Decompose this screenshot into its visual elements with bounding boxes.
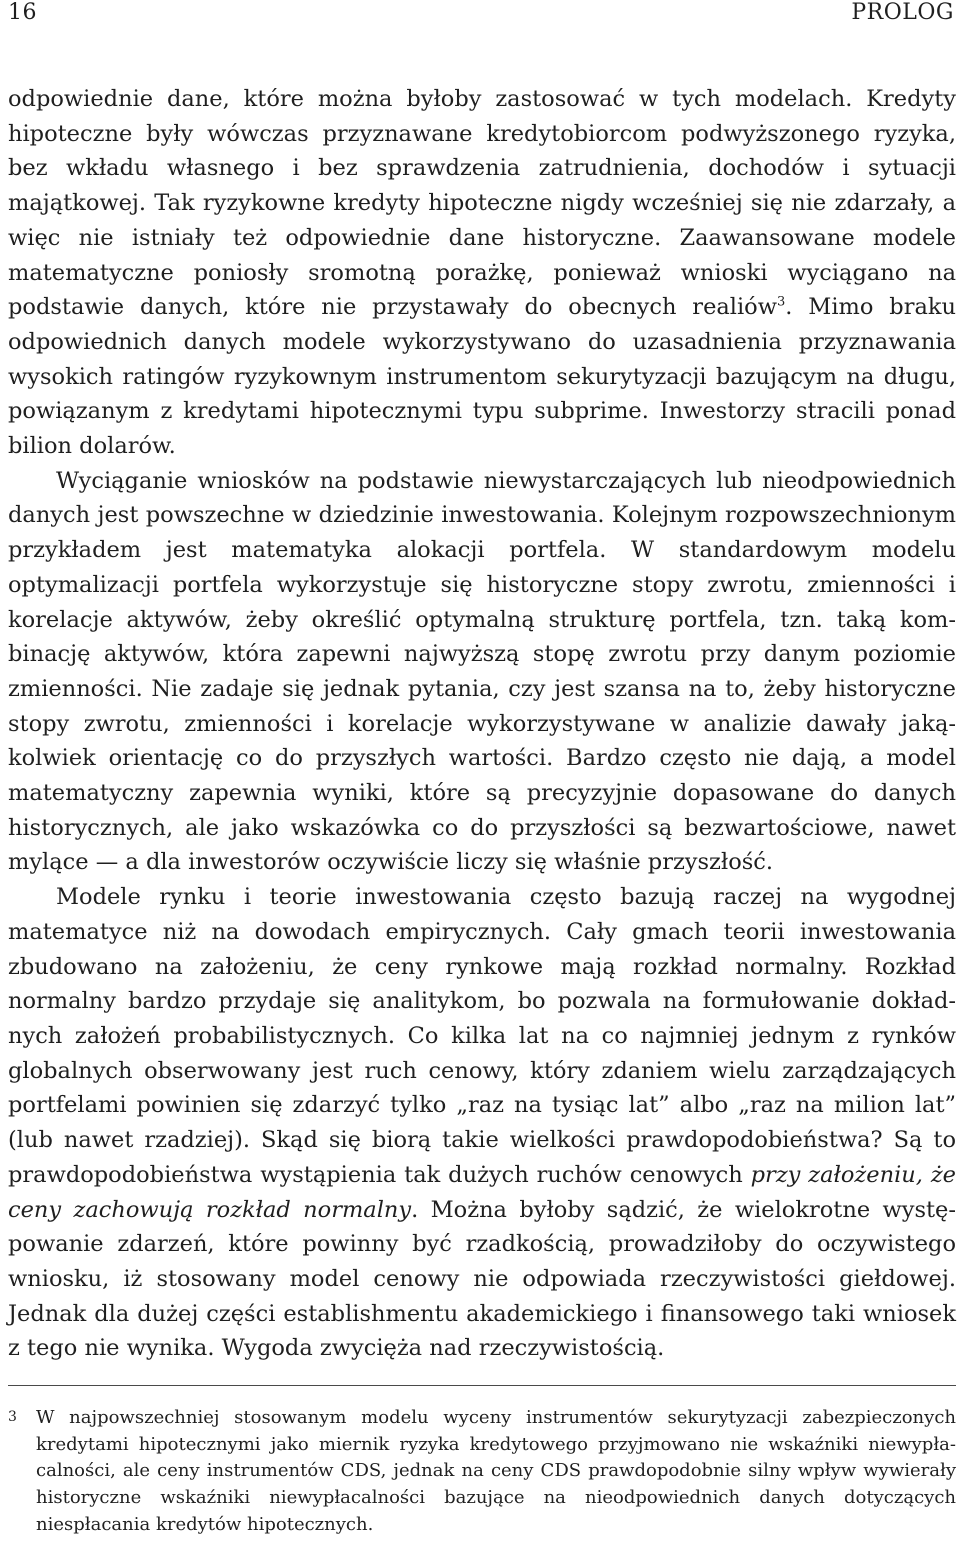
paragraph-1 bbox=[8, 82, 956, 464]
paragraph-3-emphasis: przy założeniu, że ceny zachowują rozkład normalny bbox=[8, 1161, 956, 1223]
page-header bbox=[8, 0, 954, 30]
footnote bbox=[8, 1405, 956, 1539]
footnote-text bbox=[36, 1405, 956, 1539]
footnote-divider bbox=[8, 1385, 956, 1386]
running-title: PROLOG bbox=[851, 0, 954, 25]
footnote-number: 3 bbox=[8, 1409, 17, 1425]
body-text bbox=[8, 82, 956, 1366]
paragraph-3-text-b: . Można byłoby sądzić, że wielokrotne występowanie zdarzeń, które powinny być rzadkością, prowadziłoby do oczywistego wniosku, iż stosowany model cenowy nie odpowiada rzeczywistości giełdowej. Jednak dla dużej części establishmentu akademickiego i finansowego taki wniosek z tego nie wynika. Wygoda zwycięża nad rzeczywistością. bbox=[8, 1196, 956, 1362]
paragraph-1-text: odpowiednie dane, które można byłoby zastosować w tych modelach. Kredyty hipoteczne były wówczas przyznawane kredytobiorcom podwyższonego ryzyka, bez wkładu własnego i bez sprawdzenia zatrudnienia, dochodów i sytuacji majątkowej. Tak ryzykowne kredyty hipoteczne nigdy wcześniej się nie zdarzały, a więc nie istniały też odpowiednie dane historyczne. Zaawansowane modele matematyczne poniosły sromotną porażkę, ponieważ wnioski wyciągano na podstawie danych, które nie przystawały do obecnych realiów bbox=[8, 86, 956, 321]
paragraph-3 bbox=[8, 880, 956, 1366]
footnote-paragraph: W najpowszechniej stosowanym modelu wyceny instrumentów sekurytyzacji zabezpieczonych kredytami hipotecznymi jako miernik ryzyka kredytowego przyjmowano nie wskaźniki niewypłacalności, ale ceny instrumentów CDS, jednak na ceny CDS prawdopodobnie silny wpływ wywierały historyczne wskaźniki niewypłacalności bazujące na nieodpowiednich danych dotyczących niespłacania kredytów hipotecznych. bbox=[36, 1407, 956, 1535]
paragraph-1-end: . Mimo braku odpowiednich danych modele wykorzystywano do uzasadnienia przyznawania wysokich ratingów ryzykownym instrumentom sekurytyzacji bazującym na długu, powiązanym z kredytami hipotecznymi typu subprime. Inwestorzy stracili ponad bilion dolarów. bbox=[8, 294, 956, 460]
paragraph-3-text-a: Modele rynku i teorie inwestowania często bazują raczej na wygodnej matematyce niż na dowodach empirycznych. Cały gmach teorii inwestowania zbudowano na założeniu, że ceny rynkowe mają rozkład normalny. Rozkład normalny bardzo przydaje się analitykom, bo pozwala na formułowanie dokładnych założeń probabilistycznych. Co kilka lat na co najmniej jednym z rynków globalnych obserwowany jest ruch cenowy, który zdaniem wielu zarządzających portfelami powinien się zdarzyć tylko „raz na tysiąc lat” albo „raz na milion lat” (lub nawet rzadziej). Skąd się biorą takie wielkości prawdopodobieństwa? Są to prawdopodobieństwa wystąpienia tak dużych ruchów cenowych bbox=[8, 884, 956, 1188]
paragraph-2: Wyciąganie wniosków na podstawie niewystarczających lub nieodpowiednich danych jest powszechne w dziedzinie inwestowania. Kolejnym rozpowszechnionym przykładem jest matematyka alokacji portfela. W standardowym modelu optymalizacji portfela wykorzystuje się historyczne stopy zwrotu, zmienności i korelacje aktywów, żeby określić optymalną strukturę portfela, tzn. taką kombinację aktywów, która zapewni najwyższą stopę zwrotu przy danym poziomie zmienności. Nie zadaje się jednak pytania, czy jest szansa na to, żeby historyczne stopy zwrotu, zmienności i korelacje wykorzystywane w analizie dawały jakąkolwiek orientację co do przyszłych wartości. Bardzo często nie dają, a model matematyczny zapewnia wyniki, które są precyzyjnie dopasowane do danych historycznych, ale jako wskazówka co do przyszłości są bezwartościowe, nawet mylące — a dla inwestorów oczywiście liczy się właśnie przyszłość. bbox=[8, 467, 956, 876]
footnote-ref[interactable]: 3 bbox=[777, 294, 786, 310]
page-number: 16 bbox=[8, 0, 37, 25]
